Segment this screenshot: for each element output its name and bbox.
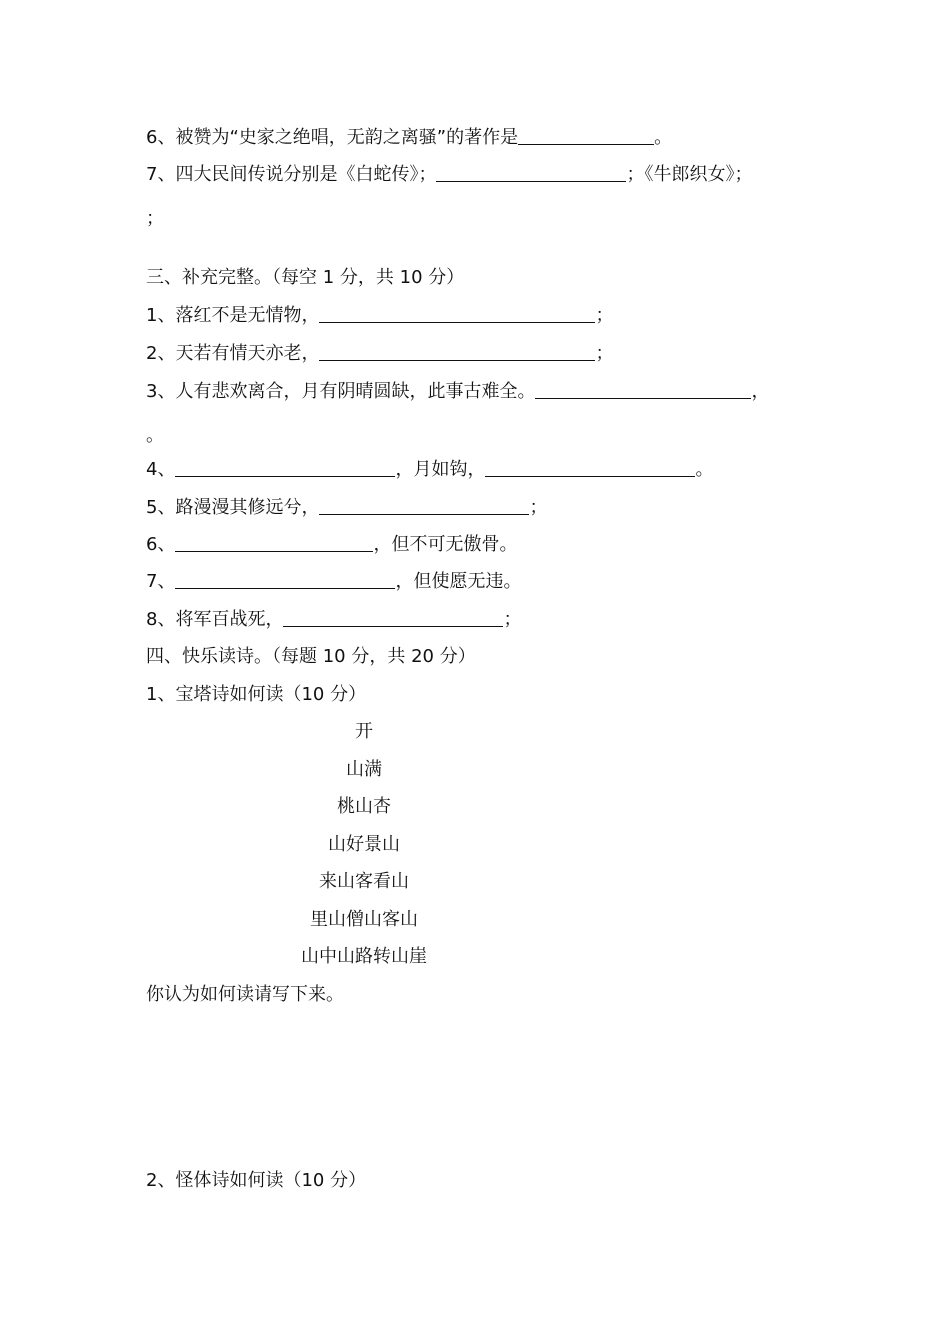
pagoda-poem-line-1: 开 <box>355 721 373 742</box>
answer-blank[interactable] <box>283 608 503 627</box>
fill-item-5: 5、路漫漫其修远兮， ； <box>146 497 548 518</box>
poem-1-title: 1、宝塔诗如何读（10 分） <box>146 684 367 705</box>
answer-blank[interactable] <box>319 496 529 515</box>
answer-blank[interactable] <box>175 570 395 589</box>
pagoda-poem-line-6: 里山僧山客山 <box>310 909 418 930</box>
question-7-continuation: ； <box>146 208 164 229</box>
answer-blank[interactable] <box>535 380 751 399</box>
fill-item-4: 4、 ，月如钩， 。 <box>146 459 714 480</box>
fill-item-6: 6、 ，但不可无傲骨。 <box>146 534 518 555</box>
poem-1-instruction: 你认为如何读请写下来。 <box>146 984 344 1005</box>
question-7-text: 7、四大民间传说分别是《白蛇传》； <box>146 164 437 185</box>
answer-blank[interactable] <box>175 458 395 477</box>
pagoda-poem-line-4: 山好景山 <box>328 834 400 855</box>
pagoda-poem-line-3: 桃山杏 <box>337 796 391 817</box>
answer-blank[interactable] <box>518 126 654 145</box>
answer-blank[interactable] <box>436 163 626 182</box>
answer-blank[interactable] <box>175 533 373 552</box>
fill-item-7: 7、 ，但使愿无违。 <box>146 571 522 592</box>
question-7: 7、四大民间传说分别是《白蛇传》； ；《牛郎织女》； <box>146 164 753 185</box>
answer-blank[interactable] <box>319 342 595 361</box>
fill-item-2: 2、天若有情天亦老， ； <box>146 343 614 364</box>
question-6-text: 6、被赞为“史家之绝唱，无韵之离骚”的著作是 <box>146 127 519 148</box>
poem-2-title: 2、怪体诗如何读（10 分） <box>146 1170 367 1191</box>
fill-item-8: 8、将军百战死， ； <box>146 609 522 630</box>
pagoda-poem-line-5: 来山客看山 <box>319 871 409 892</box>
fill-item-1: 1、落红不是无情物， ； <box>146 305 614 326</box>
section-3-title: 三、补充完整。（每空 1 分，共 10 分） <box>146 267 465 288</box>
fill-item-3: 3、人有悲欢离合，月有阴晴圆缺，此事古难全。 ， <box>146 381 770 402</box>
section-4-title: 四、快乐读诗。（每题 10 分，共 20 分） <box>146 646 476 667</box>
answer-blank[interactable] <box>319 304 595 323</box>
answer-blank[interactable] <box>485 458 695 477</box>
pagoda-poem-line-2: 山满 <box>346 759 382 780</box>
pagoda-poem-line-7: 山中山路转山崖 <box>301 946 427 967</box>
fill-item-3-continuation: 。 <box>146 425 164 446</box>
question-6: 6、被赞为“史家之绝唱，无韵之离骚”的著作是 。 <box>146 127 673 148</box>
